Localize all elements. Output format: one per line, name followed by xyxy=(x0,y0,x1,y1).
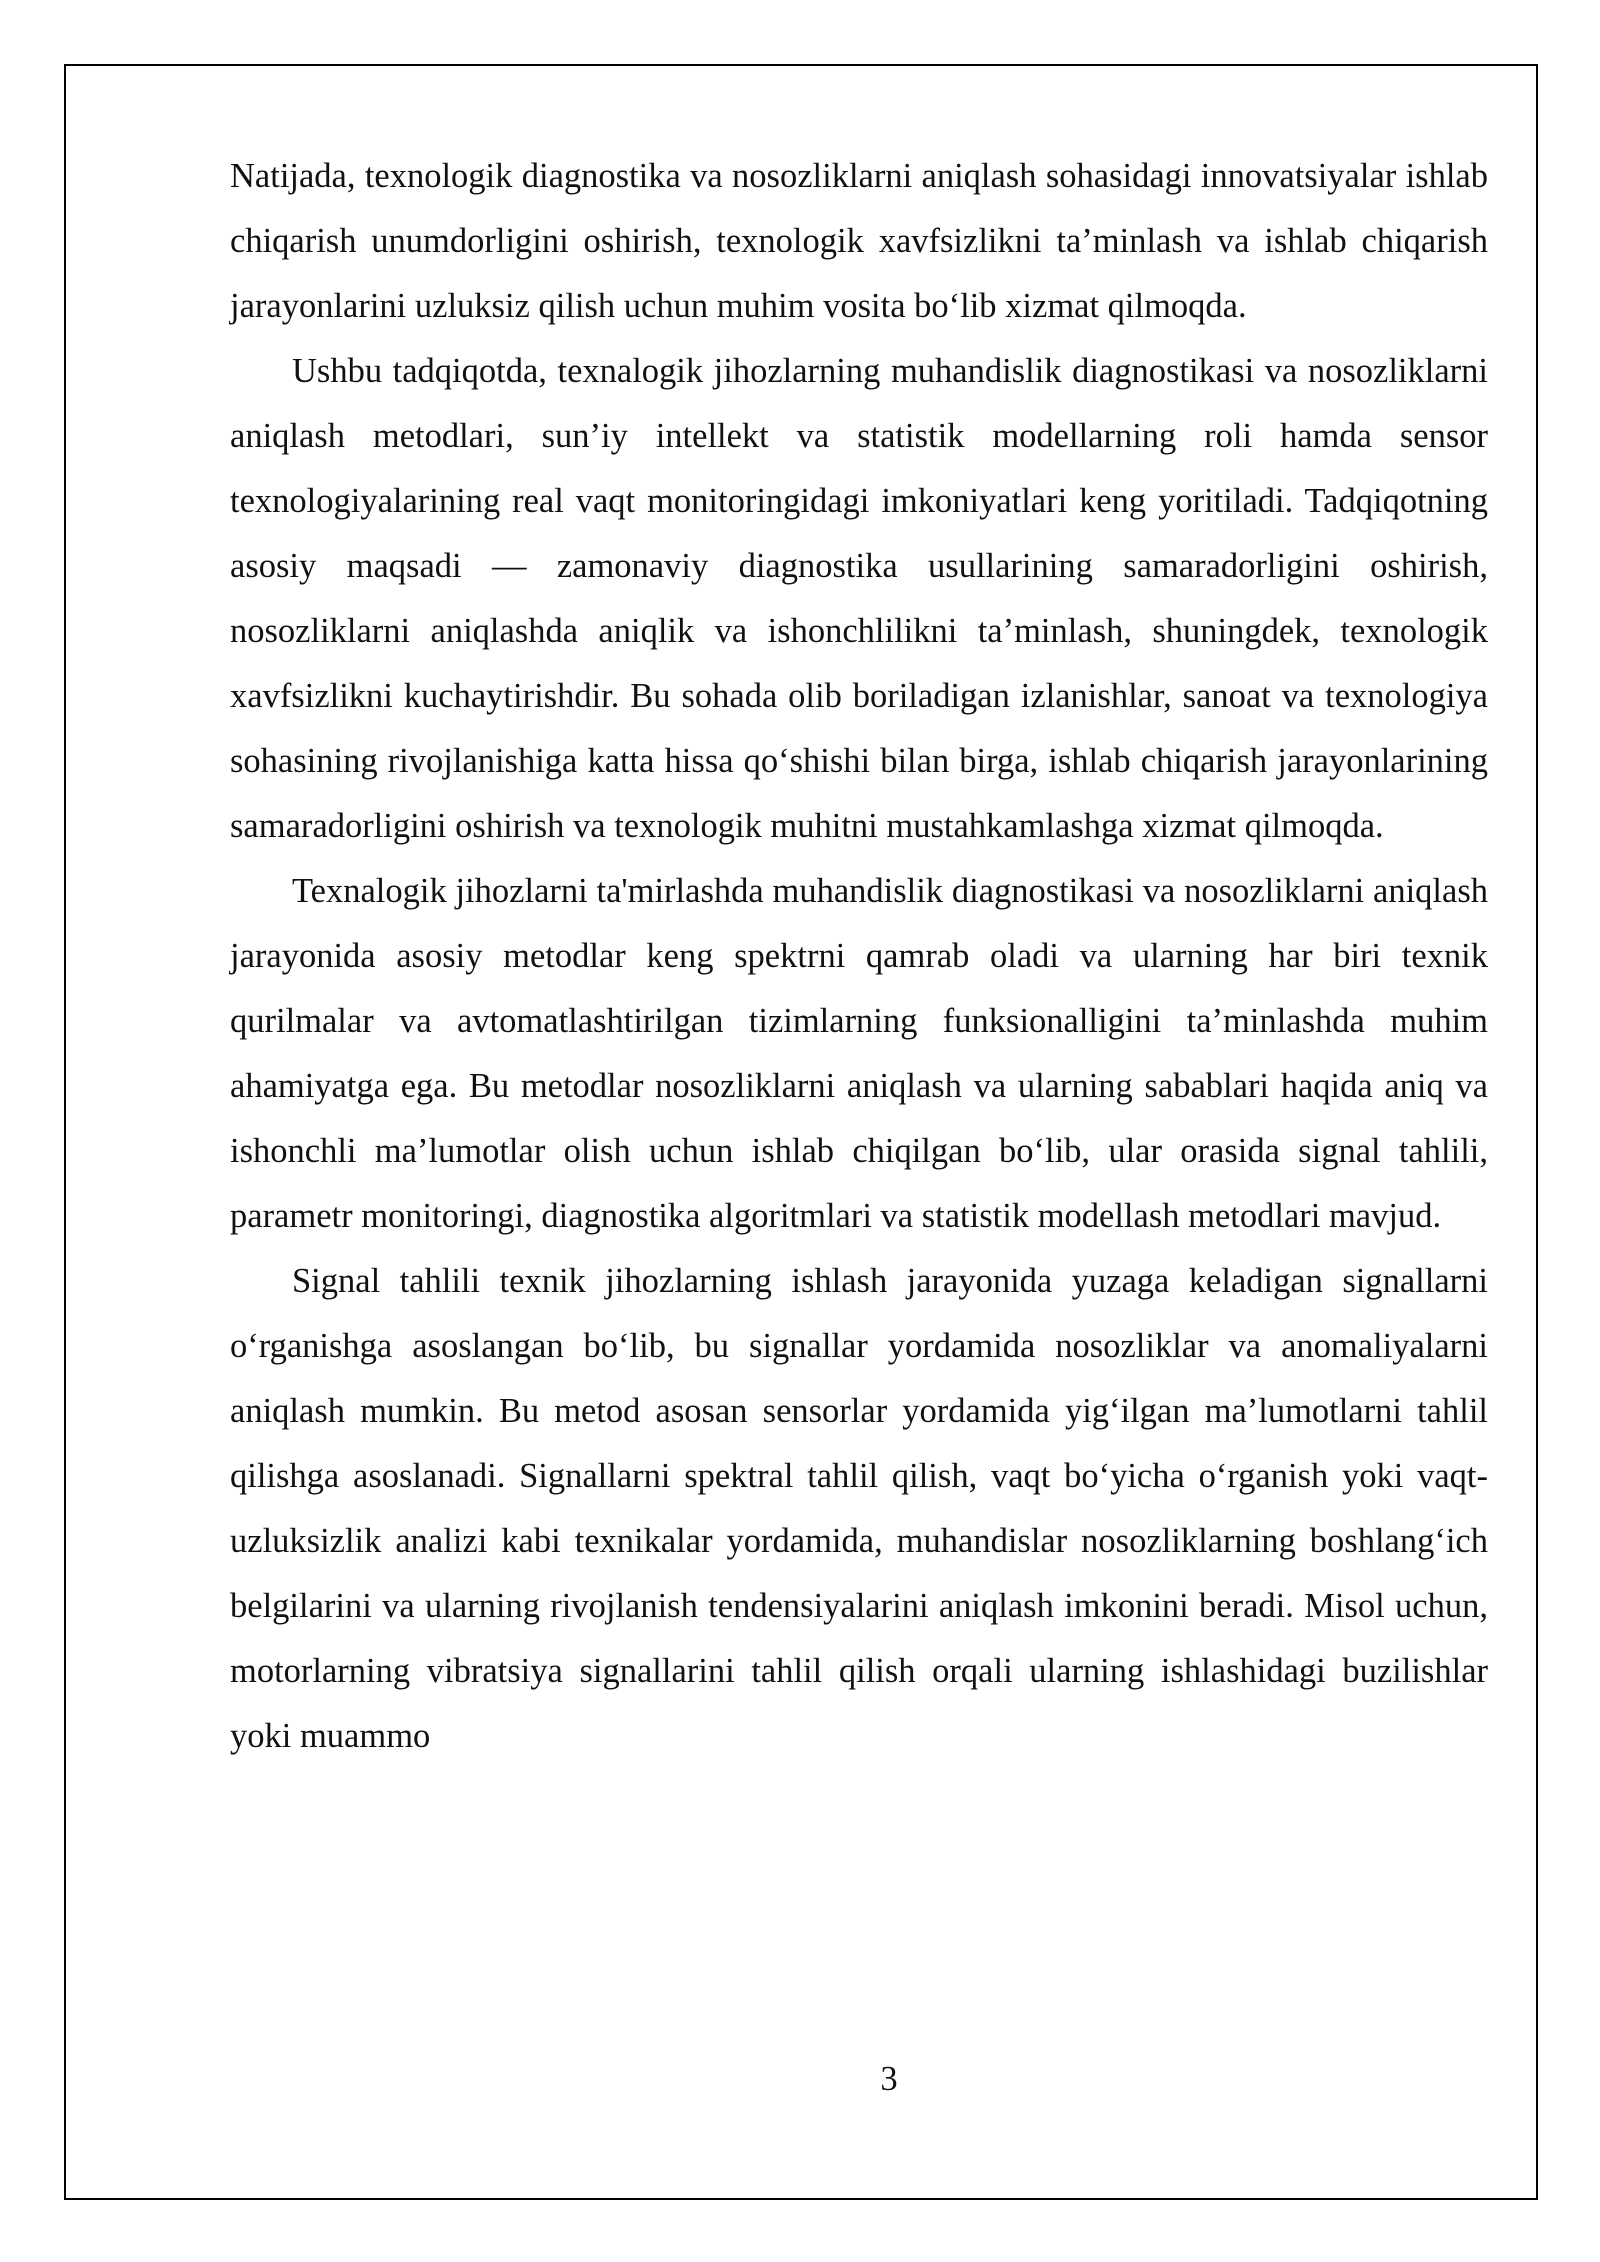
paragraph-research-aim: Ushbu tadqiqotda, texnalogik jihozlarning muhandislik diagnostikasi va nosozliklarni aniqlash metodlari, sun’iy intellekt va statistik modellarning roli hamda sensor texnologiyalarining real vaqt monitoringidagi imkoniyatlari keng yoritiladi. Tadqiqotning asosiy maqsadi — zamonaviy diagnostika usullarining samaradorligini oshirish, nosozliklarni aniqlashda aniqlik va ishonchlilikni ta’minlash, shuningdek, texnologik xavfsizlikni kuchaytirishdir. Bu sohada olib boriladigan izlanishlar, sanoat va texnologiya sohasining rivojlanishiga katta hissa qo‘shishi bilan birga, ishlab chiqarish jarayonlarining samaradorligini oshirish va texnologik muhitni mustahkamlashga xizmat qilmoqda. xyxy=(230,352,1488,845)
paragraph-signal-analysis: Signal tahlili texnik jihozlarning ishlash jarayonida yuzaga keladigan signallarni o‘rganishga asoslangan bo‘lib, bu signallar yordamida nosozliklar va anomaliyalarni aniqlash mumkin. Bu metod asosan sensorlar yordamida yig‘ilgan ma’lumotlarni tahlil qilishga asoslanadi. Signallarni spektral tahlil qilish, vaqt bo‘yicha o‘rganish yoki vaqt-uzluksizlik analizi kabi texnikalar yordamida, muhandislar nosozliklarning boshlang‘ich belgilarini va ularning rivojlanish tendensiyalarini aniqlash imkonini beradi. Misol uchun, motorlarning vibratsiya signallarini tahlil qilish orqali ularning ishlashidagi buzilishlar yoki muammo xyxy=(230,1262,1488,1755)
paragraph-conclusion: Natijada, texnologik diagnostika va nosozliklarni aniqlash sohasidagi innovatsiyalar ishlab chiqarish unumdorligini oshirish, texnologik xavfsizlikni ta’minlash va ishlab chiqarish jarayonlarini uzluksiz qilish uchun muhim vosita bo‘lib xizmat qilmoqda. xyxy=(230,157,1488,325)
page-number: 3 xyxy=(880,2060,898,2098)
paragraph-diagnostic-methods: Texnalogik jihozlarni ta'mirlashda muhandislik diagnostikasi va nosozliklarni aniqlash jarayonida asosiy metodlar keng spektrni qamrab oladi va ularning har biri texnik qurilmalar va avtomatlashtirilgan tizimlarning funksionalligini ta’minlashda muhim ahamiyatga ega. Bu metodlar nosozliklarni aniqlash va ularning sabablari haqida aniq va ishonchli ma’lumotlar olish uchun ishlab chiqilgan bo‘lib, ular orasida signal tahlili, parametr monitoringi, diagnostika algoritmlari va statistik modellash metodlari mavjud. xyxy=(230,872,1488,1235)
body-text xyxy=(230,144,1488,1769)
